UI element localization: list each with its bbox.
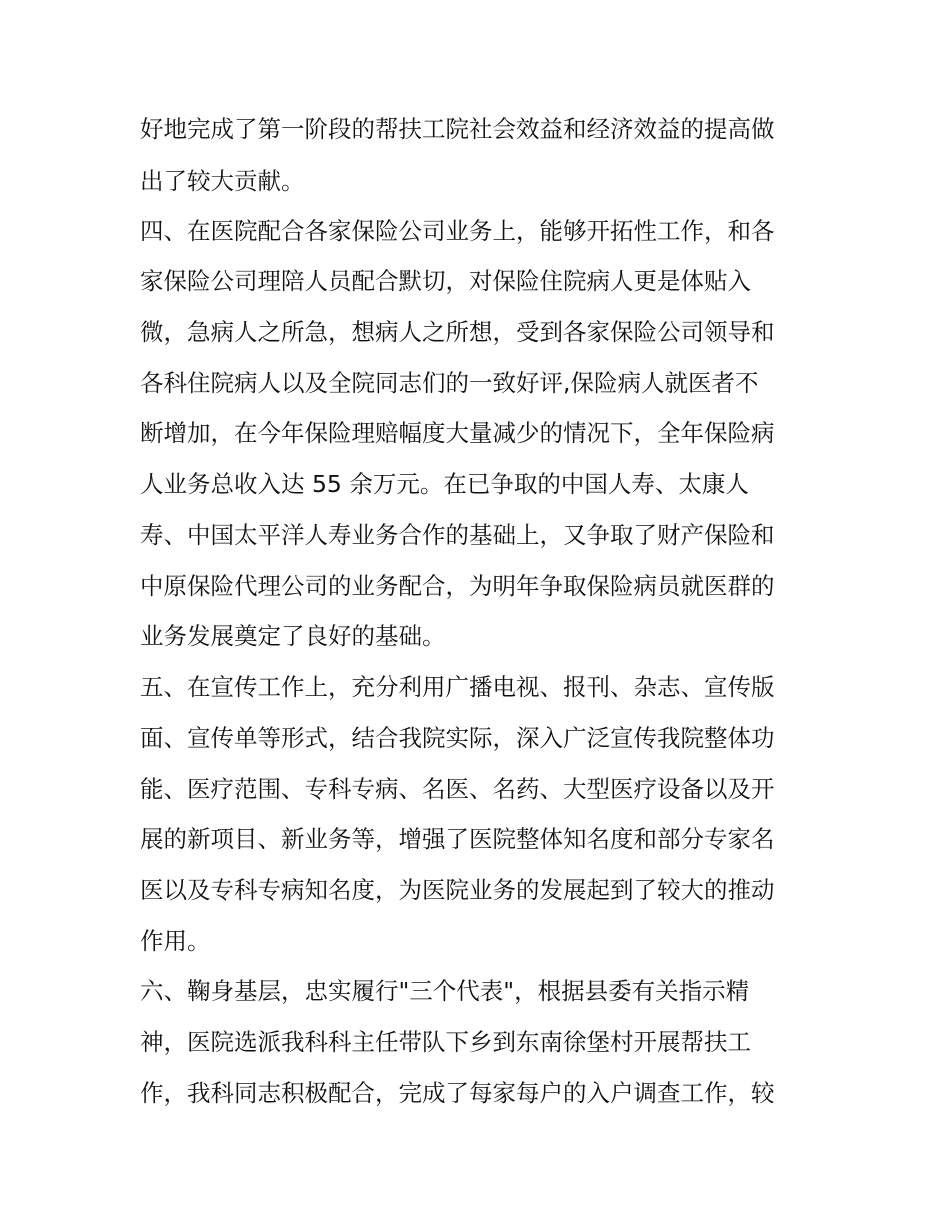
paragraph-five-start: 五、在宣传工作上，充分利用广播电视、报刊、杂志、宣传版 <box>140 673 775 701</box>
text-line: 展的新项目、新业务等，增强了医院整体知名度和部分专家名 <box>140 825 775 853</box>
text-line: 作用。 <box>140 927 211 955</box>
text-line: 能、医疗范围、专科专病、名医、名药、大型医疗设备以及开 <box>140 775 775 803</box>
text-line: 面、宣传单等形式，结合我院实际，深入广泛宣传我院整体功 <box>140 724 775 752</box>
paragraph-six-start: 六、鞠身基层，忠实履行"三个代表"，根据县委有关指示精 <box>140 977 750 1005</box>
text-line: 家保险公司理陪人员配合默切，对保险住院病人更是体贴入 <box>140 267 751 295</box>
text-line: 微，急病人之所急，想病人之所想，受到各家保险公司领导和 <box>140 318 775 346</box>
text-line: 出了较大贡献。 <box>140 167 305 195</box>
text-line: 神，医院选派我科科主任带队下乡到东南徐堡村开展帮扶工 <box>140 1028 751 1056</box>
text-line: 断增加，在今年保险理赔幅度大量减少的情况下，全年保险病 <box>140 419 775 447</box>
text-line: 寿、中国太平洋人寿业务合作的基础上，又争取了财产保险和 <box>140 521 775 549</box>
text-line: 作，我科同志积极配合，完成了每家每户的入户调查工作，较 <box>140 1079 775 1107</box>
text-line: 中原保险代理公司的业务配合，为明年争取保险病员就医群的 <box>140 572 775 600</box>
text-line: 人业务总收入达 55 余万元。在已争取的中国人寿、太康人 <box>140 470 749 498</box>
text-line: 好地完成了第一阶段的帮扶工院社会效益和经济效益的提高做 <box>140 115 775 143</box>
text-line: 业务发展奠定了良好的基础。 <box>140 622 446 650</box>
paragraph-four-start: 四、在医院配合各家保险公司业务上，能够开拓性工作，和各 <box>140 217 775 245</box>
text-line: 医以及专科专病知名度，为医院业务的发展起到了较大的推动 <box>140 876 775 904</box>
text-line: 各科住院病人以及全院同志们的一致好评,保险病人就医者不 <box>140 369 759 397</box>
